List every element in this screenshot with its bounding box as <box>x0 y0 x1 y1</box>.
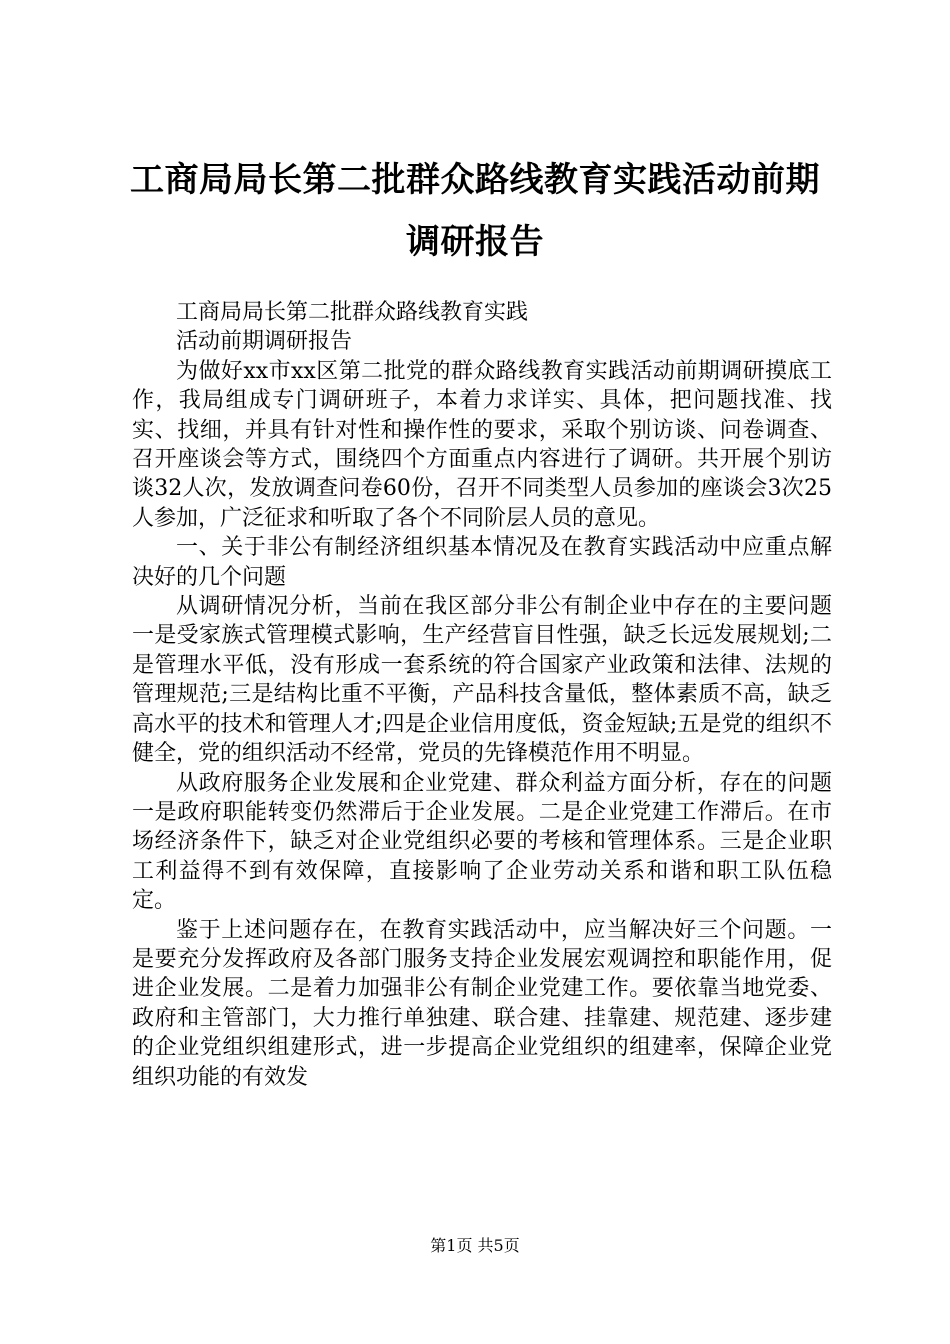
subtitle-line-1: 工商局局长第二批群众路线教育实践 <box>176 300 529 325</box>
paragraph: 从调研情况分析，当前在我区部分非公有制企业中存在的主要问题一是受家族式管理模式影响，生产经营盲目性强，缺乏长远发展规划;二是管理水平低，没有形成一套系统的符合国家产业政策和法律、法规的管理规范;三是结构比重不平衡，产品科技含量低，整体素质不高，缺乏高水平的技术和管理人才;四是企业信用度低，资金短缺;五是党的组织不健全，党的组织活动不经常，党员的先锋模范作用不明显。 <box>132 594 832 767</box>
document-body <box>132 298 832 1092</box>
document-title-line-1: 工商局局长第二批群众路线教育实践活动前期 <box>130 160 820 200</box>
page-footer: 第1页 共5页 <box>430 1236 520 1255</box>
document-title-line-2: 调研报告 <box>406 222 544 262</box>
paragraph: 为做好xx市xx区第二批党的群众路线教育实践活动前期调研摸底工作，我局组成专门调研班子，本着力求详实、具体，把问题找准、找实、找细，并具有针对性和操作性的要求，采取个别访谈、问卷调查、召开座谈会等方式，围绕四个方面重点内容进行了调研。共开展个别访谈32人次，发放调查问卷60份，召开不同类型人员参加的座谈会3次25人参加，广泛征求和听取了各个不同阶层人员的意见。 <box>132 358 832 531</box>
paragraph: 从政府服务企业发展和企业党建、群众利益方面分析，存在的问题一是政府职能转变仍然滞后于企业发展。二是企业党建工作滞后。在市场经济条件下，缺乏对企业党组织必要的考核和管理体系。三是企业职工利益得不到有效保障，直接影响了企业劳动关系和谐和职工队伍稳定。 <box>132 770 832 914</box>
subtitle-line-2: 活动前期调研报告 <box>176 329 353 355</box>
section-heading: 一、关于非公有制经济组织基本情况及在教育实践活动中应重点解决好的几个问题 <box>132 535 832 590</box>
paragraph: 鉴于上述问题存在，在教育实践活动中，应当解决好三个问题。一是要充分发挥政府及各部门服务支持企业发展宏观调控和职能作用，促进企业发展。二是着力加强非公有制企业党建工作。要依靠当地党委、政府和主管部门，大力推行单独建、联合建、挂靠建、规范建、逐步建的企业党组织组建形式，进一步提高企业党组织的组建率，保障企业党组织功能的有效发 <box>132 917 832 1090</box>
